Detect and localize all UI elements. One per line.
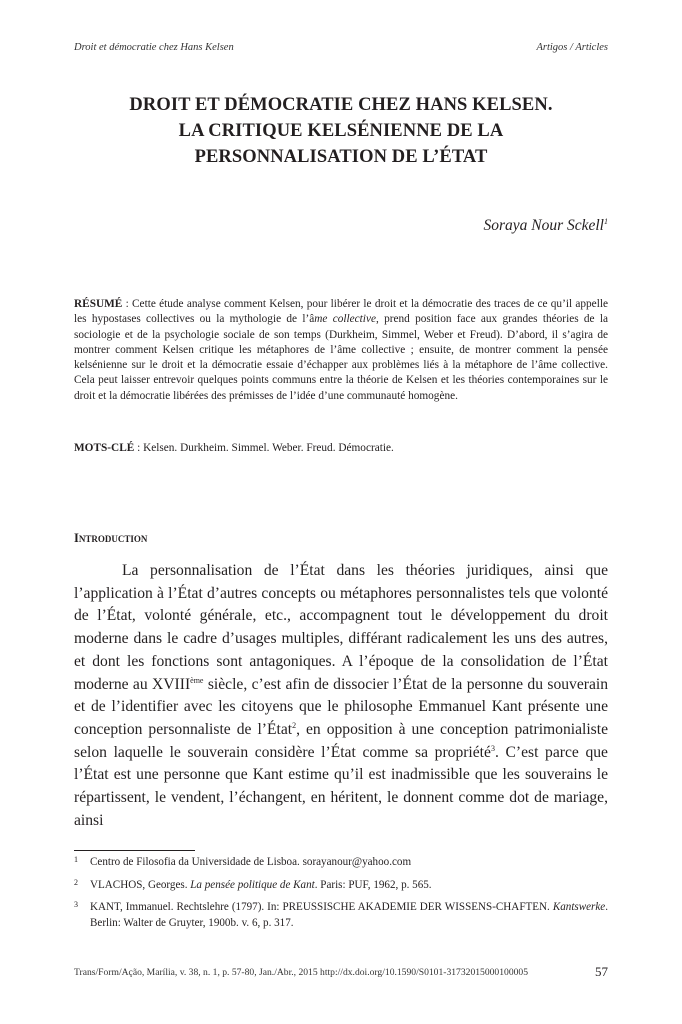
footnote-text	[90, 900, 608, 931]
footnote-title-italic: Kantswerke	[552, 901, 606, 913]
footnote-3	[74, 900, 608, 931]
title-line-2: LA CRITIQUE KELSÉNIENNE DE LA	[178, 121, 504, 141]
footnote-ref-2[interactable]: 2	[292, 720, 297, 730]
abstract-label-rest: ÉSUMÉ	[82, 298, 123, 310]
section-heading-introduction: Introduction	[74, 531, 148, 545]
page-number: 57	[595, 964, 608, 979]
title-line-1: DROIT ET DÉMOCRATIE CHEZ HANS KELSEN.	[129, 95, 553, 115]
footnote-text-a: VLACHOS, Georges.	[90, 878, 191, 891]
footnote-2	[74, 878, 608, 894]
title-line-3: PERSONNALISATION DE L’ÉTAT	[194, 147, 488, 167]
footnote-text-b: . Berlin: Walter de Gruyter, 1900b. v. 6, p. 317.	[90, 901, 608, 929]
footnote-text	[90, 878, 608, 894]
footnote-text-a: Centro de Filosofia da Universidade de Lisboa. sorayanour@yahoo.com	[90, 856, 412, 868]
footnote-divider	[74, 850, 195, 851]
body-text-part-3: , en opposition à une conception patrimonialiste selon laquelle le souverain considère l’État comme sa propriété	[74, 720, 608, 761]
running-header-title: Droit et démocratie chez Hans Kelsen	[74, 42, 234, 53]
running-header-section: Artigos / Articles	[536, 42, 608, 53]
footnotes	[74, 855, 608, 938]
body-text-part-4: . C’est parce que l’État est une personne que Kant estime qu’il est inadmissible que les souverains le répartissent, le vendent, l’échangent, en héritent, le donnent comme dot de mariage, ainsi	[74, 743, 608, 829]
abstract-label-initial: R	[74, 298, 83, 310]
author-footnote-ref[interactable]: 1	[604, 217, 608, 226]
footnote-text-b: . Paris: PUF, 1962, p. 565.	[314, 878, 432, 891]
footnote-1	[74, 855, 608, 871]
footnote-number: 2	[74, 877, 78, 887]
abstract-separator: :	[122, 298, 133, 310]
footnote-text-a: KANT, Immanuel. Rechtslehre (1797). In: PREUSSISCHE AKADEMIE DER WISSENS-CHAFTEN.	[90, 901, 553, 913]
body-paragraph	[74, 560, 608, 832]
abstract-text-part-2: , prend position face aux grandes théories de la sociologie et de la psychologie sociale de son temps (Durkheim, Simmel, Weber et Freud). D’abord, il s’agira de montrer comment Kelsen critique les métaphores de l’âme collective ; ensuite, de montrer comment la pensée kelsénienne sur le droit et la démocratie essaie d’échapper aux problèmes liés à la métaphore de l’âme collective. Cela peut laisser entrevoir quelques points communs entre la théorie de Kelsen et les théories contemporaines sur le droit et la démocratie libérées des prémisses de l’idée d’une communauté homogène.	[74, 313, 608, 402]
author-line	[483, 217, 608, 235]
keywords-text: Kelsen. Durkheim. Simmel. Weber. Freud. Démocratie.	[143, 442, 394, 454]
footnote-ref-3[interactable]: 3	[490, 743, 495, 753]
footnote-text	[90, 855, 608, 871]
century-superscript: ème	[190, 675, 204, 685]
article-title	[74, 92, 608, 170]
keywords	[74, 441, 608, 456]
abstract-text-italic: me collective	[314, 313, 376, 326]
footnote-number: 3	[74, 900, 78, 909]
abstract-text-part-1: Cette étude analyse comment Kelsen, pour libérer le droit et la démocratie des traces de ce qu’il appelle les hypostases collectives ou la mythologie de l’â	[74, 298, 608, 326]
keywords-separator: :	[134, 442, 144, 454]
footnote-number: 1	[74, 855, 78, 864]
abstract	[74, 297, 608, 404]
body-text-part-1: La personnalisation de l’État dans les théories juridiques, ainsi que l’application à l’État d’autres concepts ou métaphores personnalistes tels que volonté de l’État, volonté générale, etc., accompagnent tout le développement du droit moderne dans le cadre d’usages multiples, différant radicalement les uns des autres, et dont les fonctions sont antagoniques. A l’époque de la consolidation de l’État moderne au XVIII	[74, 562, 608, 693]
keywords-label: MOTS-CLÉ	[74, 442, 135, 454]
author-name: Soraya Nour Sckell	[483, 217, 604, 235]
body-text-part-2: siècle, c’est afin de dissocier l’État de la personne du souverain et de l’identifier avec les citoyens que le philosophe Emmanuel Kant présente une conception personnaliste de l’État	[74, 675, 608, 738]
journal-citation: Trans/Form/Ação, Marília, v. 38, n. 1, p. 57-80, Jan./Abr., 2015 http://dx.doi.org/10.1590/S0101-31732015000100005	[74, 967, 529, 978]
abstract-label	[74, 298, 122, 310]
footnote-title-italic: La pensée politique de Kant	[190, 878, 315, 891]
page-footer	[74, 964, 608, 979]
